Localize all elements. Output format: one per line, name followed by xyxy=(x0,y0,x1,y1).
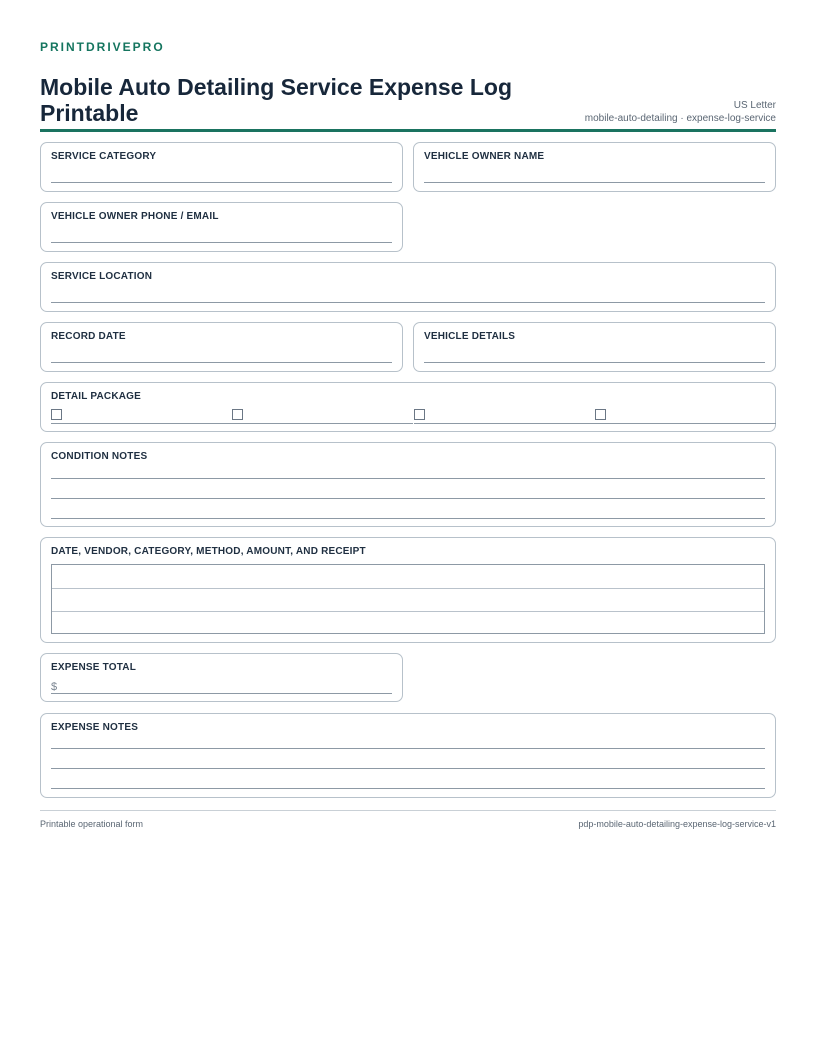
package-checkbox-1[interactable] xyxy=(51,409,62,420)
form-tags: mobile-auto-detailing · expense-log-service xyxy=(584,113,776,124)
expense-table-label: DATE, VENDOR, CATEGORY, METHOD, AMOUNT, AND RECEIPT xyxy=(51,546,366,557)
page-title: Mobile Auto Detailing Service Expense Log Printable xyxy=(40,74,513,126)
table-row[interactable] xyxy=(52,611,764,612)
record-date-label: RECORD DATE xyxy=(51,331,126,342)
package-option-2 xyxy=(232,409,413,423)
package-option-line-3[interactable] xyxy=(414,423,595,424)
vehicle-owner-contact-label: VEHICLE OWNER PHONE / EMAIL xyxy=(51,211,219,222)
form-page xyxy=(40,40,776,132)
vehicle-details-field xyxy=(413,322,776,372)
condition-notes-field xyxy=(40,442,776,527)
record-date-input-line[interactable] xyxy=(51,362,392,363)
expense-total-input-line[interactable] xyxy=(51,693,392,694)
expense-table xyxy=(51,564,765,634)
service-location-label: SERVICE LOCATION xyxy=(51,271,153,282)
expense-notes-label: EXPENSE NOTES xyxy=(51,722,139,733)
footer-form-id: pdp-mobile-auto-detailing-expense-log-service-v1 xyxy=(578,819,776,829)
expense-table-field xyxy=(40,537,776,643)
currency-prefix: $ xyxy=(51,681,58,693)
condition-notes-label: CONDITION NOTES xyxy=(51,451,148,462)
package-checkbox-3[interactable] xyxy=(414,409,425,420)
vehicle-owner-contact-field xyxy=(40,202,403,252)
detail-package-field xyxy=(40,382,776,432)
service-location-field xyxy=(40,262,776,312)
package-option-line-2[interactable] xyxy=(232,423,413,424)
condition-notes-line-2[interactable] xyxy=(51,498,765,499)
expense-notes-line-3[interactable] xyxy=(51,788,765,789)
brand-name: PRINTDRIVEPRO xyxy=(40,40,165,54)
vehicle-owner-name-label: VEHICLE OWNER NAME xyxy=(424,151,545,162)
package-option-3 xyxy=(414,409,595,423)
page-meta xyxy=(585,99,776,125)
expense-notes-field xyxy=(40,713,776,798)
record-date-field xyxy=(40,322,403,372)
package-option-4 xyxy=(595,409,776,423)
page-header xyxy=(40,54,776,132)
vehicle-owner-name-field xyxy=(413,142,776,192)
paper-size: US Letter xyxy=(733,100,776,111)
service-category-label: SERVICE CATEGORY xyxy=(51,151,157,162)
package-option-1 xyxy=(51,409,232,423)
package-checkbox-2[interactable] xyxy=(232,409,243,420)
vehicle-owner-name-input-line[interactable] xyxy=(424,182,765,183)
condition-notes-line-1[interactable] xyxy=(51,478,765,479)
service-category-input-line[interactable] xyxy=(51,182,392,183)
service-location-input-line[interactable] xyxy=(51,302,765,303)
condition-notes-line-3[interactable] xyxy=(51,518,765,519)
expense-total-field xyxy=(40,653,403,702)
expense-notes-line-1[interactable] xyxy=(51,748,765,749)
expense-notes-line-2[interactable] xyxy=(51,768,765,769)
vehicle-details-input-line[interactable] xyxy=(424,362,765,363)
vehicle-details-label: VEHICLE DETAILS xyxy=(424,331,516,342)
expense-total-label: EXPENSE TOTAL xyxy=(51,662,137,673)
package-option-line-4[interactable] xyxy=(595,423,776,424)
detail-package-label: DETAIL PACKAGE xyxy=(51,391,142,402)
table-row[interactable] xyxy=(52,588,764,589)
package-option-line-1[interactable] xyxy=(51,423,232,424)
footer-description: Printable operational form xyxy=(40,819,144,829)
service-category-field xyxy=(40,142,403,192)
vehicle-owner-contact-input-line[interactable] xyxy=(51,242,392,243)
package-checkbox-4[interactable] xyxy=(595,409,606,420)
page-footer xyxy=(40,810,776,835)
